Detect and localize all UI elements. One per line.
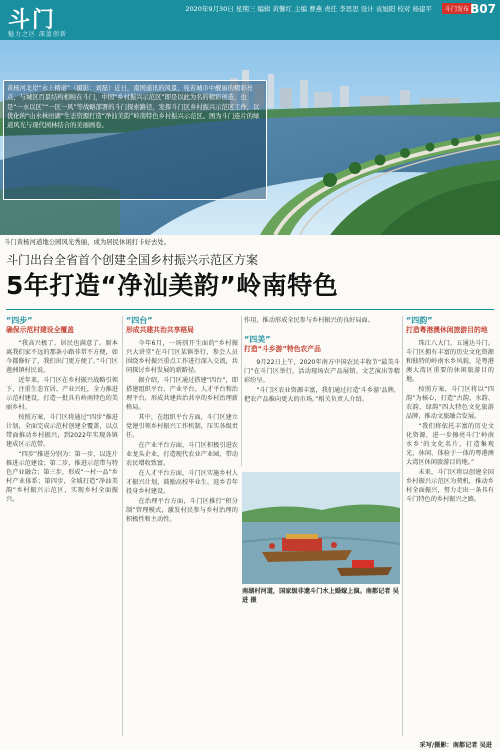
col4-section-title: “四韵” [406,316,433,325]
col3-paragraph: “斗门区农业资源丰富，我们通过打造‘斗乡游’品牌，把农产品推向更大的市场。”相关负责人介绍。 [244,387,400,403]
col2-section-subtitle: 形成共建共治共享格局 [126,326,194,334]
col2-paragraph: 在产业平台方面，斗门区积极引进农业龙头企业，打造现代农业产业园，带动农民增收致富。 [126,442,238,467]
col4-paragraph: “我们将依托丰富的历史文化资源，进一步擦亮斗门‘岭南水乡’的文化名片，打造集观光、休闲、体验于一体的粤港澳大湾区休闲旅游目的地。” [406,423,494,466]
col1-paragraph: 按照方案，斗门区将通过“四步”推进计划，全面完成示范村创建全覆盖，以点带面推动乡村振兴，到2022年实现各镇建成区示范带。 [6,414,118,448]
col3-section-title: “四美” [244,335,271,344]
col4-paragraph: 未来，斗门区将以创建全国乡村振兴示范区为契机，推动乡村全面振兴，努力走出一条具有斗门特色的乡村振兴之路。 [406,469,494,503]
col4-paragraph: 珠江八大门，五通达斗门。斗门区拥有丰富的历史文化资源和独特的岭南水乡风貌，是粤港澳大湾区重要的休闲旅游目的地。 [406,340,494,383]
headline-kicker: 斗门出台全省首个创建全国乡村振兴示范区方案 [6,253,259,267]
col1-paragraph: 近年来，斗门区在乡村振兴战略引领下，注重生态宜居、产业兴旺，全力推进示范村建设，打造一批具有岭南特色的美丽乡村。 [6,377,118,411]
column-2 [126,316,238,525]
column-1 [6,316,118,505]
brand-slogan: 魅力之区 深蓝创新 [8,31,67,38]
photo-overlay-text: 黄杨河北岸“水上精道”（摄影：刘磊）近日，南国通讯的风景，宛若城市中靓丽的精彩亮点，与城区百景结构相映在斗门，中国“乡村振兴示范区”即是以此为名的精彩创造，也是“一水以区”“一区一风”等战略部署的斗门探索路径，发挥斗门区乡村振兴示范区工作，以优化的“山水林田湖”生态资源打造“净汕美韵”岭南特色乡村振兴示范区。图为斗门连片的绿道风光与现代园林结合的美丽画卷。 [7,85,260,130]
column-3 [244,316,400,405]
col2-section-title: “四台” [126,316,153,325]
column-divider [241,316,242,466]
col4-paragraph: 按照方案，斗门区将以“四韵”为核心，打造“古韵、水韵、农韵、绿韵”四大特色文化旅游品牌，推动文旅融合发展。 [406,386,494,420]
col2-paragraph: 在人才平台方面，斗门区实施乡村人才振兴计划，鼓励高校毕业生、返乡青年投身乡村建设。 [126,470,238,495]
wedding-photo [242,472,400,584]
col2-paragraph: 据介绍，斗门区通过搭建“四台”，即搭建组织平台、产业平台、人才平台和治理平台，形成共建共治共享的乡村治理新格局。 [126,377,238,411]
col4-section-subtitle: 打造粤港澳休闲旅游目的地 [406,326,488,334]
photo-caption: 斗门黄杨河道地公园风光秀丽，成为居民休闲打卡好去处。 [4,238,171,246]
col2-paragraph: 其中，在组织平台方面，斗门区建立党建引领乡村振兴工作机制，压实各级责任。 [126,414,238,439]
river-wedding-illustration [242,472,400,584]
col1-section-subtitle: 确保示范村建设全覆盖 [6,326,74,334]
col2-paragraph: 今年6月，一场别开生面的“乡村振兴大讲堂”在斗门区某镇举行，参会人员围绕乡村振兴重点工作进行深入交流，共同探讨乡村发展的新路径。 [126,340,238,374]
page-number: B07 [470,2,496,16]
dateline: 2020年9月30日 星期三 编辑 黄馨红 主编 曹燕 责任 李思思 设计 袁旭阳 校对 杨建平 [185,5,432,13]
brand-logo: 斗门 [8,7,57,33]
col2-paragraph: 在治理平台方面，斗门区推行“积分制”管理模式，激发村民参与乡村治理的积极性和主动性。 [126,498,238,523]
col3-intro: 作用，推动形成全民参与乡村振兴的良好局面。 [244,317,374,324]
byline: 采写/摄影：南都记者 吴进 [419,742,492,749]
col1-paragraph: “四步”推进分别为：第一步，以连片推进示范建设；第二步，推进示范带与特色产业融合；第三步，形成“一村一品”乡村产业体系；第四步，全域打造“净汕美韵”乡村振兴示范区，实现乡村全面振兴。 [6,451,118,503]
col3-paragraph: 9月22日上午，2020年南方中国农民丰收节“最美斗门”在斗门区举行，活动现场农产品展销、文艺演出等精彩纷呈。 [244,359,400,384]
wedding-photo-caption: 南湖村河道，国家级非遗斗门水上婚嫁上演。南都记者 吴进 摄 [242,588,399,604]
column-divider [402,316,403,736]
headline-rule [6,309,494,310]
col1-paragraph: “我高兴极了，居民也满意了。原本离我们家不远的那条小路非常不方便，如今都修好了，我们出门更方便了。”斗门区莲洲镇村民说。 [6,340,118,374]
headline-title: 5年打造“净汕美韵”岭南特色 [6,271,339,300]
column-divider [122,316,123,736]
col1-section-title: “四步” [6,316,33,325]
column-4 [406,316,494,505]
section-tag: 斗门发布 [442,3,472,14]
col3-section-subtitle: 打造“斗乡游”特色农产品 [244,345,321,353]
